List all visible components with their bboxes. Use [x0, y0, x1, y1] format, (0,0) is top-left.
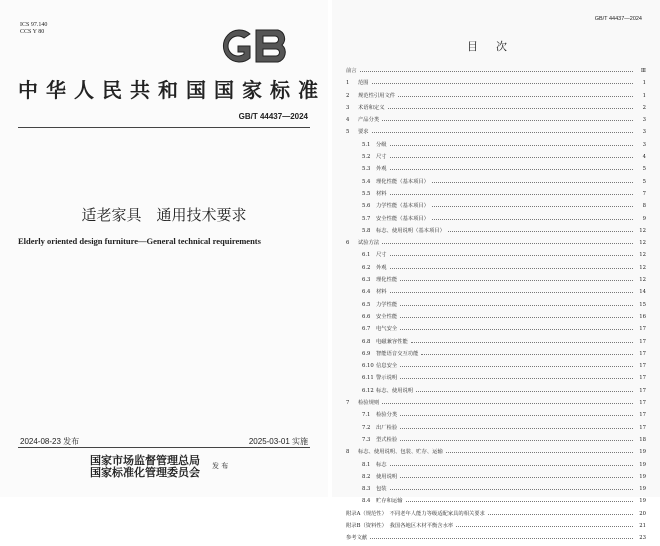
toc-leader-dots	[400, 326, 633, 330]
toc-entry-title: 产品分类	[358, 117, 380, 124]
toc-entry-number: 6	[346, 240, 350, 247]
toc-entry[interactable]	[346, 324, 646, 336]
toc-entry[interactable]	[346, 398, 646, 410]
toc-entry-number: 7	[346, 400, 350, 407]
toc-entry-number: 5.1	[362, 141, 371, 148]
toc-entry-number: 7.1	[362, 412, 371, 419]
ics-code: ICS 97.140	[20, 22, 48, 28]
toc-leader-dots	[390, 166, 633, 170]
toc-leader-dots	[390, 486, 633, 490]
toc-entry-title: 信息安全	[376, 363, 398, 370]
toc-entry-number: 6.10	[362, 363, 374, 370]
toc-leader-dots	[448, 228, 633, 232]
toc-leader-dots	[390, 142, 633, 146]
toc-entry-title: 使用说明	[376, 473, 398, 480]
toc-leader-dots	[488, 511, 633, 515]
toc-entry-title: 安全性能（基本项目）	[376, 215, 429, 222]
toc-entry[interactable]	[346, 201, 646, 213]
toc-entry[interactable]	[346, 521, 646, 533]
toc-entry[interactable]	[346, 337, 646, 349]
publisher-sac: 国家标准化管理委员会	[90, 466, 200, 479]
toc-entry-page: 17	[639, 387, 646, 394]
toc-entry-number: 5.3	[362, 166, 371, 173]
toc-entry-title: 智能语音交互功能	[376, 350, 419, 357]
toc-entry[interactable]	[346, 496, 646, 508]
toc-leader-dots	[400, 302, 633, 306]
standard-code: GB/T 44437—2024	[238, 112, 308, 121]
toc-leader-dots	[388, 105, 634, 109]
toc-entry-number: 5.6	[362, 203, 371, 210]
toc-entry-number: 6.1	[362, 252, 371, 259]
toc-entry-page: 5	[642, 166, 646, 173]
toc-entry-page: 18	[639, 436, 646, 443]
toc-leader-dots	[432, 216, 633, 220]
toc-entry-title: 材料	[376, 289, 387, 296]
toc-entry-number: 6.12	[362, 387, 374, 394]
toc-entry-number: 6.2	[362, 264, 371, 271]
toc-entry-number: 7.2	[362, 424, 371, 431]
toc-entry-title: 理化性能（基本项目）	[376, 178, 429, 185]
toc-entry-page: 1	[642, 80, 646, 87]
toc-entry-page: 12	[639, 252, 646, 259]
toc-leader-dots	[400, 412, 633, 416]
toc-entry-title: 安全性能	[376, 313, 398, 320]
toc-entry-number: 1	[346, 80, 350, 87]
toc-entry-number: 6.5	[362, 301, 371, 308]
toc-leader-dots	[432, 203, 633, 207]
toc-entry-number: 8	[346, 449, 350, 456]
toc-entry-number: 5.2	[362, 154, 371, 161]
toc-entry-number: 4	[346, 117, 350, 124]
toc-entry[interactable]	[346, 115, 646, 127]
toc-entry-number: 6.9	[362, 350, 371, 357]
toc-entry[interactable]	[346, 447, 646, 459]
toc-entry[interactable]	[346, 226, 646, 238]
toc-entry-number: 6.6	[362, 313, 371, 320]
toc-entry[interactable]	[346, 238, 646, 250]
toc-entry-page: 8	[642, 203, 646, 210]
toc-entry[interactable]	[346, 410, 646, 422]
toc-entry[interactable]	[346, 287, 646, 299]
toc-entry-number: 5.4	[362, 178, 371, 185]
toc-entry-number: 8.2	[362, 473, 371, 480]
toc-leader-dots	[372, 129, 633, 133]
toc-entry[interactable]	[346, 472, 646, 484]
toc-entry-page: Ⅲ	[640, 68, 646, 74]
toc-entry-title: 试验方法	[358, 240, 380, 247]
toc-leader-dots	[411, 339, 633, 343]
toc-leader-dots	[390, 265, 633, 269]
toc-entry-page: 12	[639, 227, 646, 234]
toc-entry-page: 15	[639, 301, 646, 308]
toc-entry-page: 19	[639, 486, 646, 493]
toc-entry[interactable]	[346, 177, 646, 189]
toc-entry-number: 8.4	[362, 498, 371, 505]
toc-leader-dots	[390, 154, 633, 158]
toc-entry-page: 12	[639, 240, 646, 247]
toc-leader-dots	[416, 388, 633, 392]
toc-entry[interactable]	[346, 103, 646, 115]
toc-entry-title: 力学性能	[376, 301, 398, 308]
toc-entry[interactable]	[346, 361, 646, 373]
toc-entry[interactable]	[346, 312, 646, 324]
toc-entry-number: 6.4	[362, 289, 371, 296]
toc-entry-page: 17	[639, 412, 646, 419]
toc-entry-title: 型式检验	[376, 436, 398, 443]
cover-page	[0, 0, 328, 497]
publish-label: 发 布	[212, 462, 229, 470]
toc-entry-title: 附录B（资料性） 我国各地区木材平衡含水率	[346, 522, 454, 529]
toc-leader-dots	[382, 117, 633, 121]
toc-entry-title: 范围	[358, 80, 369, 87]
toc-entry-number: 6.8	[362, 338, 371, 345]
toc-entry-number: 6.3	[362, 277, 371, 284]
toc-entry-page: 2	[642, 104, 646, 111]
toc-entry-title: 理化性能	[376, 277, 398, 284]
toc-entry-page: 17	[639, 400, 646, 407]
toc-leader-dots	[360, 68, 633, 72]
toc-entry-page: 23	[639, 535, 646, 542]
toc-entry-page: 19	[639, 473, 646, 480]
ccs-code: CCS Y 80	[20, 29, 45, 35]
toc-entry[interactable]	[346, 509, 646, 521]
national-standard-heading: 中华人民共和国国家标准	[18, 78, 326, 102]
toc-entry-page: 4	[642, 154, 646, 161]
toc-entry[interactable]	[346, 373, 646, 385]
gb-logo	[216, 26, 292, 66]
toc-entry[interactable]	[346, 349, 646, 361]
publishers	[90, 455, 200, 479]
toc-entry-title: 要求	[358, 129, 369, 136]
toc-entry-page: 12	[639, 264, 646, 271]
toc-entry-page: 3	[642, 141, 646, 148]
toc-entry-title: 规范性引用文件	[358, 92, 396, 99]
toc-entry-number: 5.5	[362, 190, 371, 197]
toc-leader-dots	[400, 437, 633, 441]
toc-entry[interactable]	[346, 435, 646, 447]
toc-entry-title: 电气安全	[376, 326, 398, 333]
toc-entry-title: 检验规则	[358, 400, 380, 407]
toc-leader-dots	[398, 93, 633, 97]
toc-entry-page: 17	[639, 375, 646, 382]
toc-entry[interactable]	[346, 91, 646, 103]
toc-entry-title: 前言	[346, 68, 357, 74]
toc-entry[interactable]	[346, 152, 646, 164]
toc-entry-number: 6.7	[362, 326, 371, 333]
issue-date: 2024-08-23 发布	[20, 437, 80, 446]
divider	[18, 127, 310, 128]
implementation-date: 2025-03-01 实施	[248, 437, 308, 446]
toc-entry[interactable]	[346, 423, 646, 435]
toc-entry-page: 17	[639, 350, 646, 357]
toc-entry-page: 17	[639, 363, 646, 370]
toc-leader-dots	[456, 523, 633, 527]
toc-leader-dots	[390, 191, 633, 195]
toc-entry-title: 尺寸	[376, 154, 387, 161]
toc-entry-title: 外观	[376, 264, 387, 271]
toc-entry-page: 16	[639, 313, 646, 320]
toc-entry-title: 标志、使用说明（基本项目）	[376, 227, 445, 234]
toc-entry-title: 检验分类	[376, 412, 398, 419]
standard-code: GB/T 44437—2024	[594, 16, 642, 22]
toc-entry[interactable]	[346, 189, 646, 201]
toc-entry-title: 术语和定义	[358, 104, 385, 111]
toc-entry-page: 3	[642, 129, 646, 136]
toc-entry[interactable]	[346, 460, 646, 472]
toc-leader-dots	[400, 375, 633, 379]
toc-entry[interactable]	[346, 484, 646, 496]
title-chinese: 适老家具 通用技术要求	[81, 206, 247, 224]
toc-entry-page: 17	[639, 326, 646, 333]
toc-entry-page: 3	[642, 117, 646, 124]
divider	[18, 447, 310, 448]
toc-entry[interactable]	[346, 263, 646, 275]
toc-entry[interactable]	[346, 140, 646, 152]
toc-entry-number: 7.3	[362, 436, 371, 443]
toc-entry-page: 21	[639, 522, 646, 529]
toc-leader-dots	[390, 289, 633, 293]
toc-entry-number: 5.7	[362, 215, 371, 222]
toc-entry-page: 19	[639, 498, 646, 505]
toc-entry-page: 7	[642, 190, 646, 197]
classification-codes	[20, 22, 47, 36]
toc-entry-title: 贮存和运输	[376, 498, 403, 505]
toc-entry-page: 1	[642, 92, 646, 99]
toc-leader-dots	[372, 80, 633, 84]
toc-entry[interactable]	[346, 275, 646, 287]
toc-entry-title: 标志、使用说明、包装、贮存、运输	[358, 449, 443, 456]
toc-entry-title: 材料	[376, 190, 387, 197]
toc-entry-number: 8.3	[362, 486, 371, 493]
toc-leader-dots	[400, 277, 633, 281]
toc-leader-dots	[390, 252, 633, 256]
toc-entry[interactable]	[346, 250, 646, 262]
toc-entry-title: 力学性能（基本项目）	[376, 203, 429, 210]
toc-entry[interactable]	[346, 214, 646, 226]
toc-entry-number: 8.1	[362, 461, 371, 468]
toc-entry[interactable]	[346, 164, 646, 176]
toc-entry-page: 5	[642, 178, 646, 185]
toc-entry[interactable]	[346, 127, 646, 139]
toc-entry-title: 尺寸	[376, 252, 387, 259]
toc-entry-title: 包装	[376, 486, 387, 493]
toc-entry-number: 3	[346, 104, 350, 111]
toc-leader-dots	[400, 425, 633, 429]
toc-page	[332, 0, 660, 542]
toc-entry-number: 5.8	[362, 227, 371, 234]
toc-entry-title: 外观	[376, 166, 387, 173]
toc-entry-title: 分级	[376, 141, 387, 148]
toc-entry-page: 17	[639, 424, 646, 431]
toc-entry-title: 标志	[376, 461, 387, 468]
toc-entry-number: 6.11	[362, 375, 374, 382]
toc-entry-page: 19	[639, 449, 646, 456]
title-english: Elderly oriented design furniture—General technical requirements	[18, 236, 261, 246]
toc-entry-title: 附录A（规范性） 不同老年人能力等级适配家具的相关要求	[346, 510, 485, 517]
toc-entry[interactable]	[346, 386, 646, 398]
toc-leader-dots	[390, 462, 633, 466]
toc-entry-number: 5	[346, 129, 350, 136]
toc-entry-page: 12	[639, 277, 646, 284]
toc-leader-dots	[382, 400, 633, 404]
toc-leader-dots	[370, 535, 633, 539]
toc-entry-title: 参考文献	[346, 535, 368, 542]
toc-entry-title: 标志、使用说明	[376, 387, 414, 394]
toc-entry-title: 警示说明	[376, 375, 398, 382]
toc-entry-page: 17	[639, 338, 646, 345]
toc-leader-dots	[400, 474, 633, 478]
toc-leader-dots	[446, 449, 633, 453]
toc-entry-number: 2	[346, 92, 350, 99]
toc-entry-title: 电磁兼容性能	[376, 338, 408, 345]
publisher-samr: 国家市场监督管理总局	[90, 454, 200, 467]
toc-entry[interactable]	[346, 66, 646, 78]
toc-leader-dots	[432, 179, 633, 183]
toc-leader-dots	[382, 240, 633, 244]
toc-entry-title: 出厂检验	[376, 424, 398, 431]
toc-leader-dots	[400, 363, 633, 367]
toc-entry[interactable]	[346, 78, 646, 90]
toc-entry-page: 14	[639, 289, 646, 296]
toc-entry[interactable]	[346, 533, 646, 545]
toc-leader-dots	[406, 498, 634, 502]
toc-list	[346, 66, 646, 546]
toc-leader-dots	[421, 351, 633, 355]
toc-entry[interactable]	[346, 300, 646, 312]
toc-entry-page: 19	[639, 461, 646, 468]
toc-entry-page: 20	[639, 510, 646, 517]
toc-title: 目次	[467, 40, 525, 53]
toc-leader-dots	[400, 314, 633, 318]
toc-entry-page: 9	[642, 215, 646, 222]
